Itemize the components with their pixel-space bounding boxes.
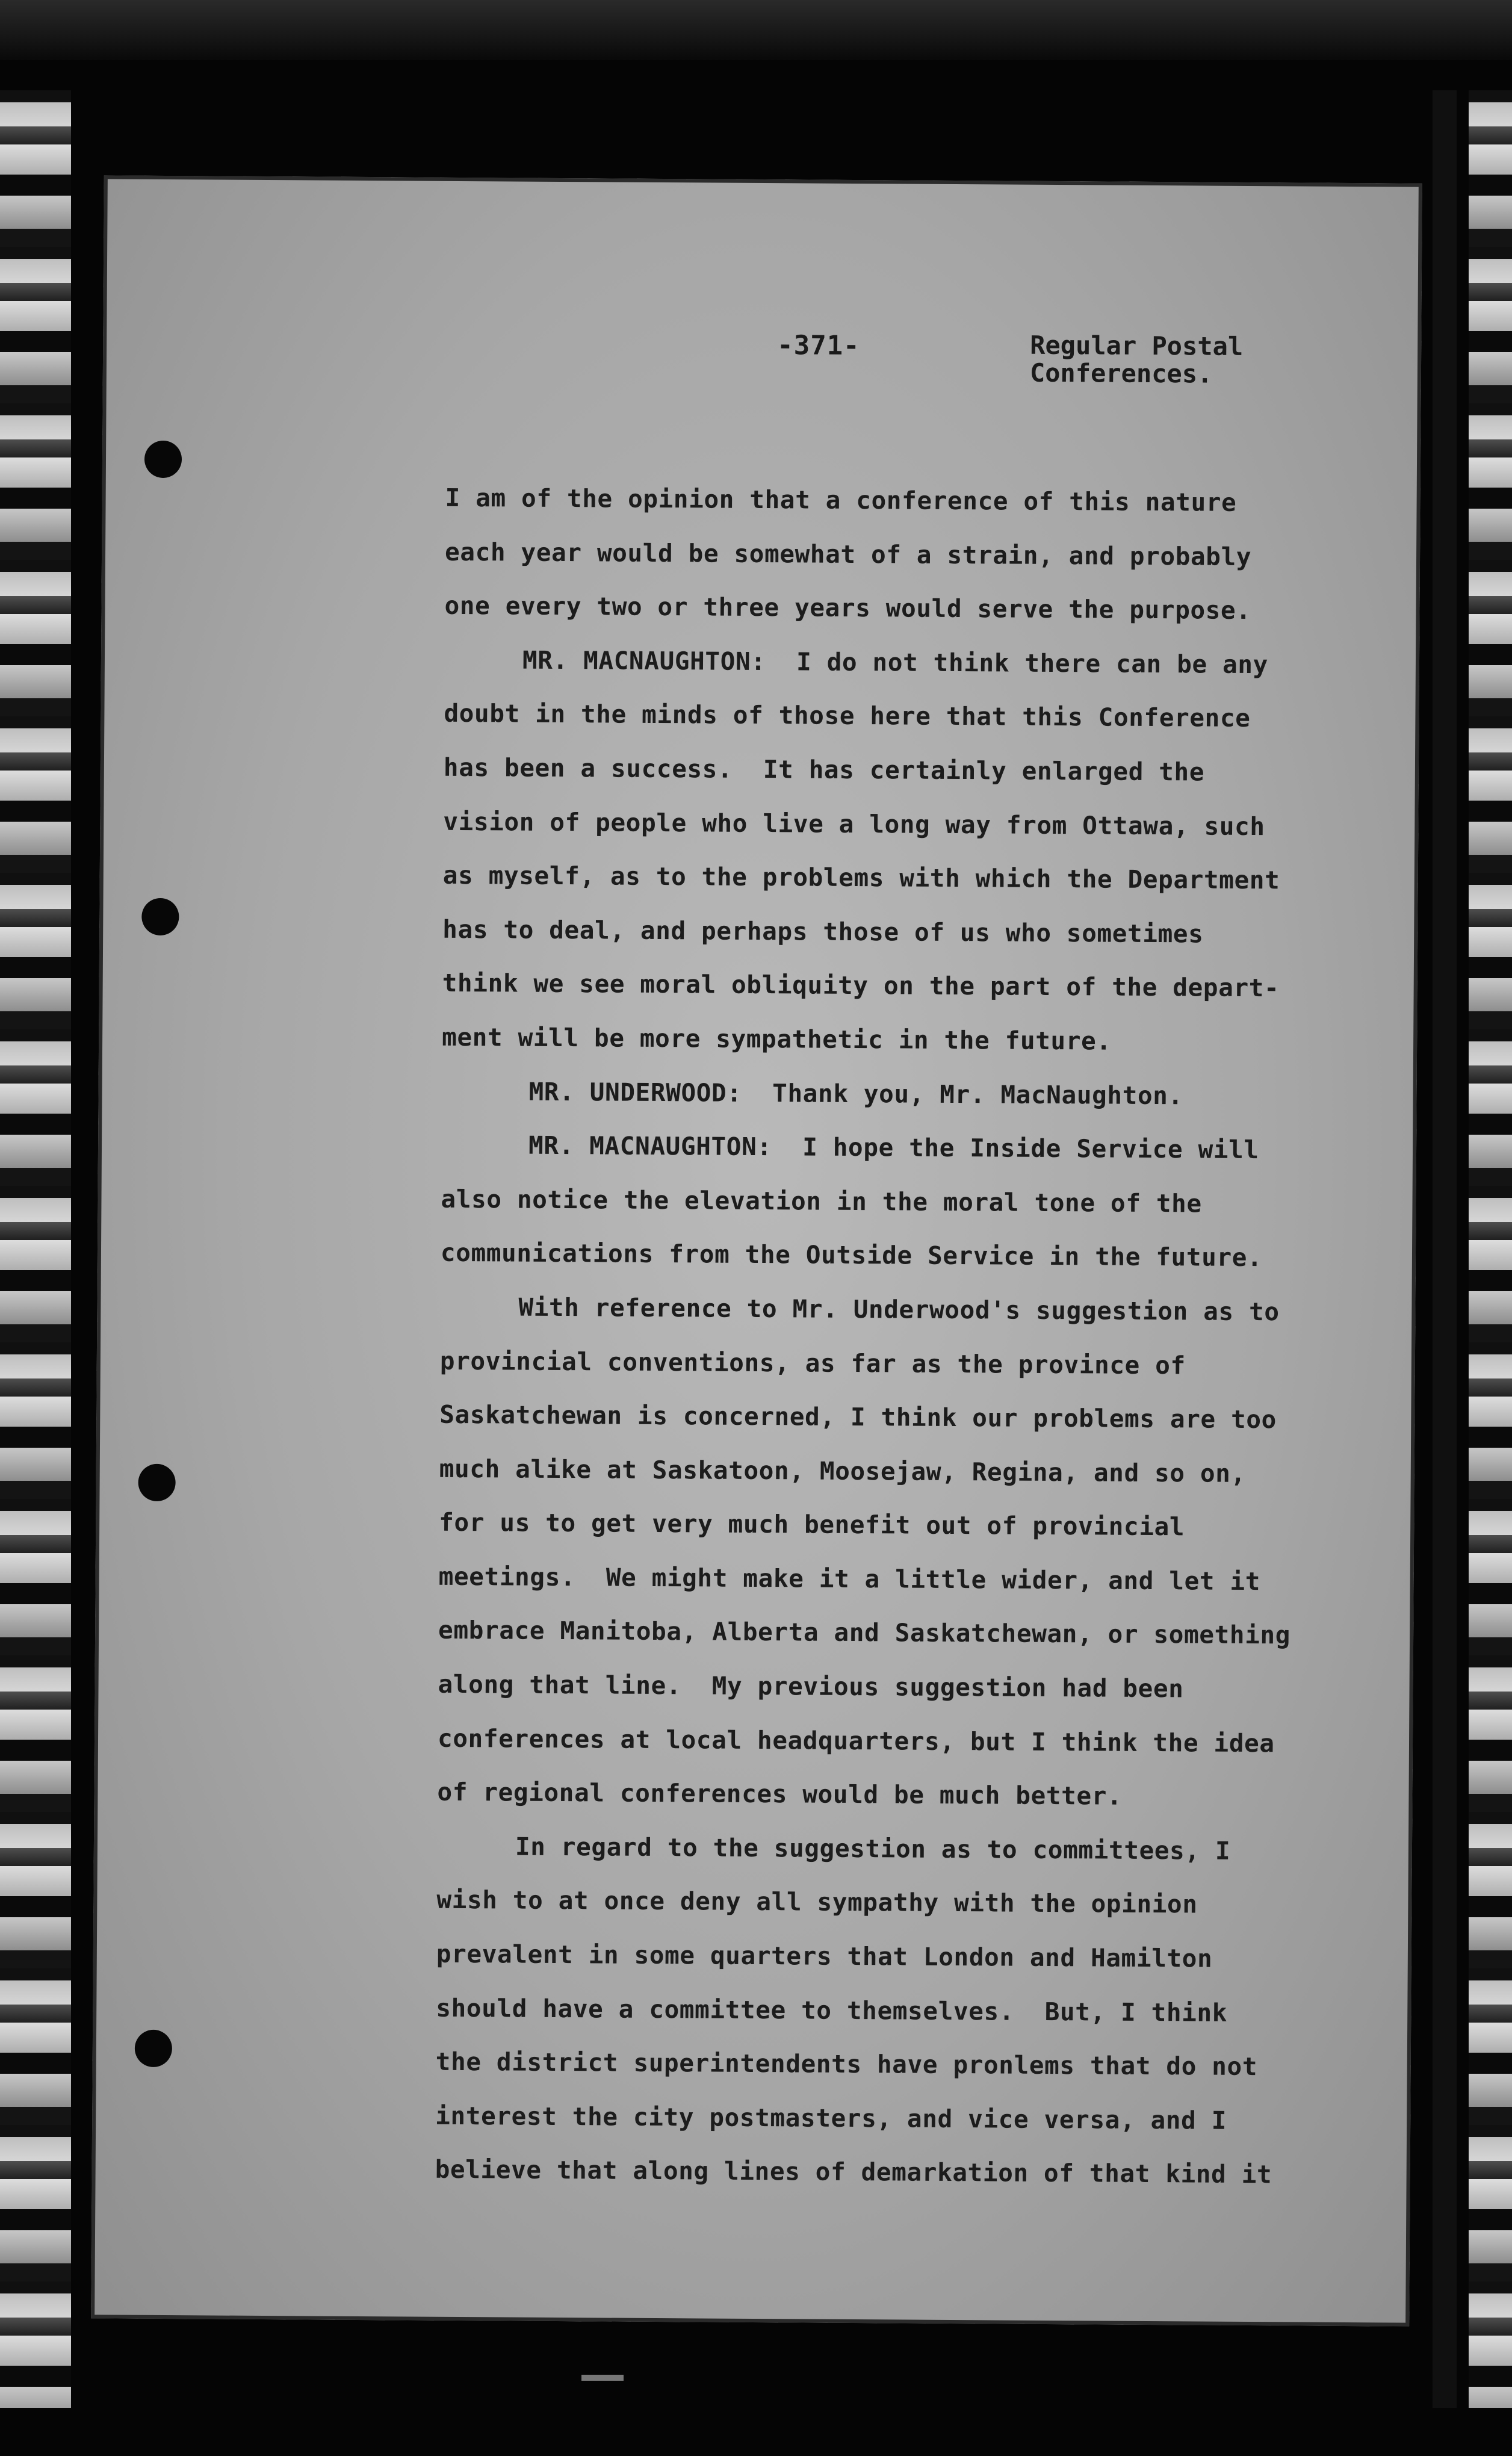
text-line: as myself, as to the problems with which the Department <box>442 860 1280 895</box>
speaker-line: MR. MACNAUGHTON: I hope the Inside Service will <box>528 1130 1259 1165</box>
punch-hole <box>144 441 182 478</box>
text-line: much alike at Saskatoon, Moosejaw, Regina, and so on, <box>439 1454 1246 1488</box>
text-line: has been a success. It has certainly enlarged the <box>443 752 1205 787</box>
text-line: meetings. We might make it a little wider, and let it <box>438 1561 1261 1596</box>
text-line: along that line. My previous suggestion had been <box>438 1669 1184 1704</box>
document-page <box>91 175 1422 2326</box>
text-line: Saskatchewan is concerned, I think our problems are too <box>439 1400 1277 1434</box>
text-line: communications from the Outside Service in the future. <box>440 1238 1263 1273</box>
text-line: embrace Manitoba, Alberta and Saskatchewan, or something <box>438 1616 1291 1650</box>
text-line: for us to get very much benefit out of provincial <box>439 1508 1185 1542</box>
text-line: one every two or three years would serve the purpose. <box>444 591 1251 625</box>
text-line: prevalent in some quarters that London and Hamilton <box>436 1939 1213 1973</box>
text-line: should have a committee to themselves. But, I think <box>436 1993 1228 2027</box>
text-line: conferences at local headquarters, but I think the idea <box>437 1723 1275 1758</box>
typed-text-body <box>435 471 1408 2203</box>
text-line: ment will be more sympathetic in the future. <box>442 1022 1112 1056</box>
document-header: Regular Postal Conferences. <box>1029 330 1244 389</box>
punch-hole <box>141 898 179 935</box>
film-top-edge <box>0 0 1512 60</box>
punch-hole <box>138 1464 175 1501</box>
text-line: of regional conferences would be much better. <box>437 1778 1123 1811</box>
text-line: I am of the opinion that a conference of this nature <box>445 483 1237 517</box>
text-line: doubt in the minds of those here that this Conference <box>444 699 1251 733</box>
text-line: has to deal, and perhaps those of us who sometimes <box>442 914 1204 949</box>
film-strip-right <box>1469 90 1512 2408</box>
speaker-line: MR. MACNAUGHTON: I do not think there can be any <box>522 645 1269 679</box>
speaker-line: MR. UNDERWOOD: Thank you, Mr. MacNaughton. <box>528 1077 1183 1110</box>
text-line: wish to at once deny all sympathy with the opinion <box>436 1885 1198 1919</box>
text-line: vision of people who live a long way from Ottawa, such <box>443 807 1265 841</box>
film-mark <box>581 2375 624 2381</box>
film-strip-left <box>0 90 71 2408</box>
paragraph-start-line: With reference to Mr. Underwood's suggestion as to <box>518 1292 1280 1327</box>
text-line: think we see moral obliquity on the part of the depart- <box>442 969 1280 1003</box>
text-line: provincial conventions, as far as the province of <box>439 1346 1186 1380</box>
page-number: -371- <box>777 330 860 362</box>
text-line: believe that along lines of demarkation of that kind it <box>435 2155 1272 2189</box>
text-line: also notice the elevation in the moral tone of the <box>441 1184 1202 1218</box>
text-line: the district superintendents have pronlems that do not <box>435 2047 1258 2082</box>
paragraph-start-line: In regard to the suggestion as to committees, I <box>515 1832 1231 1865</box>
punch-hole <box>135 2030 172 2067</box>
text-line: each year would be somewhat of a strain, and probably <box>444 537 1252 571</box>
text-line: interest the city postmasters, and vice versa, and I <box>435 2101 1227 2135</box>
film-gap-right <box>1433 90 1457 2408</box>
